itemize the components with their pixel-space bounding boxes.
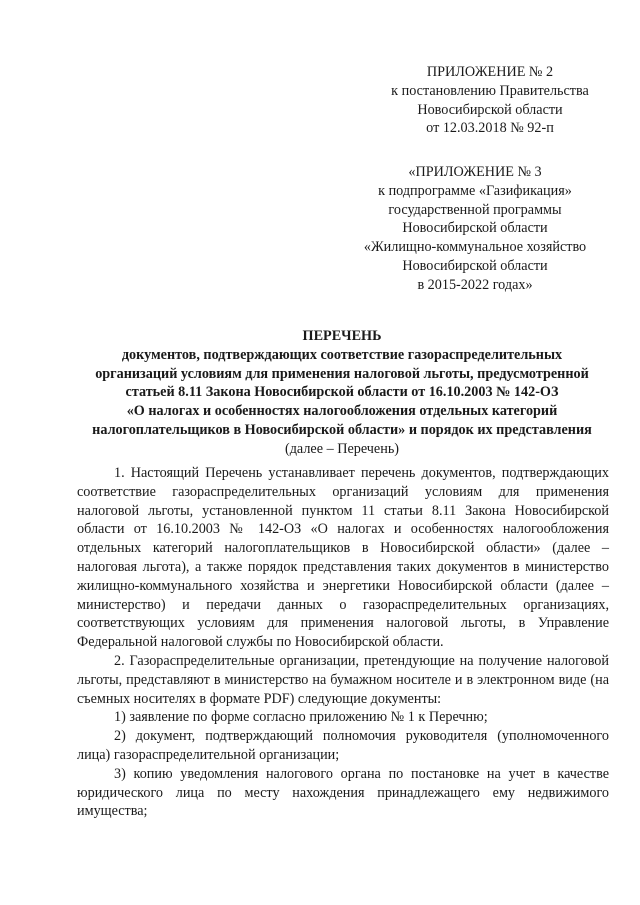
title-line-5: налогоплательщиков в Новосибирской области» и порядок их представления: [92, 421, 592, 438]
annex-main-line-1: ПРИЛОЖЕНИЕ № 2: [426, 64, 554, 80]
annex-program-line-4: Новосибирской области: [402, 220, 548, 237]
list-item-2: 2) документ, подтверждающий полномочия руководителя (уполномоченного лица) газораспределительной организации;: [77, 728, 609, 763]
annex-program-line-5: «Жилищно-коммунальное хозяйство: [363, 239, 587, 256]
list-item-3: 3) копию уведомления налогового органа по постановке на учет в качестве юридического лица по месту нахождения принадлежащего ему недвижимого имущества;: [77, 765, 609, 820]
annex-program-line-6: Новосибирской области: [402, 257, 548, 274]
annex-program-line-3: государственной программы: [388, 201, 562, 218]
title-line-3: статьей 8.11 Закона Новосибирской области от 16.10.2003 № 142-ОЗ: [125, 384, 559, 401]
annex-main-block: [390, 63, 590, 138]
title-heading: ПЕРЕЧЕНЬ: [302, 328, 382, 344]
list-item-1: 1) заявление по форме согласно приложению № 1 к Перечню;: [114, 709, 488, 726]
title-line-2: организаций условиям для применения налоговой льготы, предусмотренной: [95, 365, 589, 382]
title-line-4: «О налогах и особенностях налогообложения отдельных категорий: [126, 403, 558, 420]
document-title: [58, 327, 626, 459]
document-body: [77, 464, 609, 821]
annex-main-line-3: Новосибирской области: [417, 101, 563, 118]
annex-program-block: [335, 163, 615, 295]
annex-main-line-2: к постановлению Правительства: [391, 82, 589, 99]
paragraph-1: 1. Настоящий Перечень устанавливает перечень документов, подтверждающих соответствие газораспределительных организаций условиям для применения налоговой льготы, установленной пунктом 11 статьи 8.11 Закона Новосибирской области от 16.10.2003 № 142-ОЗ «О налогах и особенностях налогообложения отдельных категорий налогоплательщиков в Новосибирской области» (далее – налоговая льгота), а также порядок представления таких документов в министерство жилищно-коммунального хозяйства и энергетики Новосибирской области (далее – министерство) и передачи данных о газораспределительных организациях, соответствующих условиям для применения налоговой льготы, в Управление Федеральной налоговой службы по Новосибирской области.: [77, 465, 609, 651]
annex-program-line-1: «ПРИЛОЖЕНИЕ № 3: [408, 164, 542, 180]
annex-main-line-4: от 12.03.2018 № 92-п: [426, 120, 554, 137]
paragraph-2: 2. Газораспределительные организации, претендующие на получение налоговой льготы, представляют в министерство на бумажном носителе и в электронном виде (на съемных носителях в формате PDF) следующие документы:: [77, 652, 609, 707]
title-subtitle: (далее – Перечень): [284, 440, 400, 457]
annex-program-line-7: в 2015-2022 годах»: [417, 276, 533, 293]
annex-program-line-2: к подпрограмме «Газификация»: [378, 182, 572, 199]
title-line-1: документов, подтверждающих соответствие газораспределительных: [121, 346, 563, 363]
